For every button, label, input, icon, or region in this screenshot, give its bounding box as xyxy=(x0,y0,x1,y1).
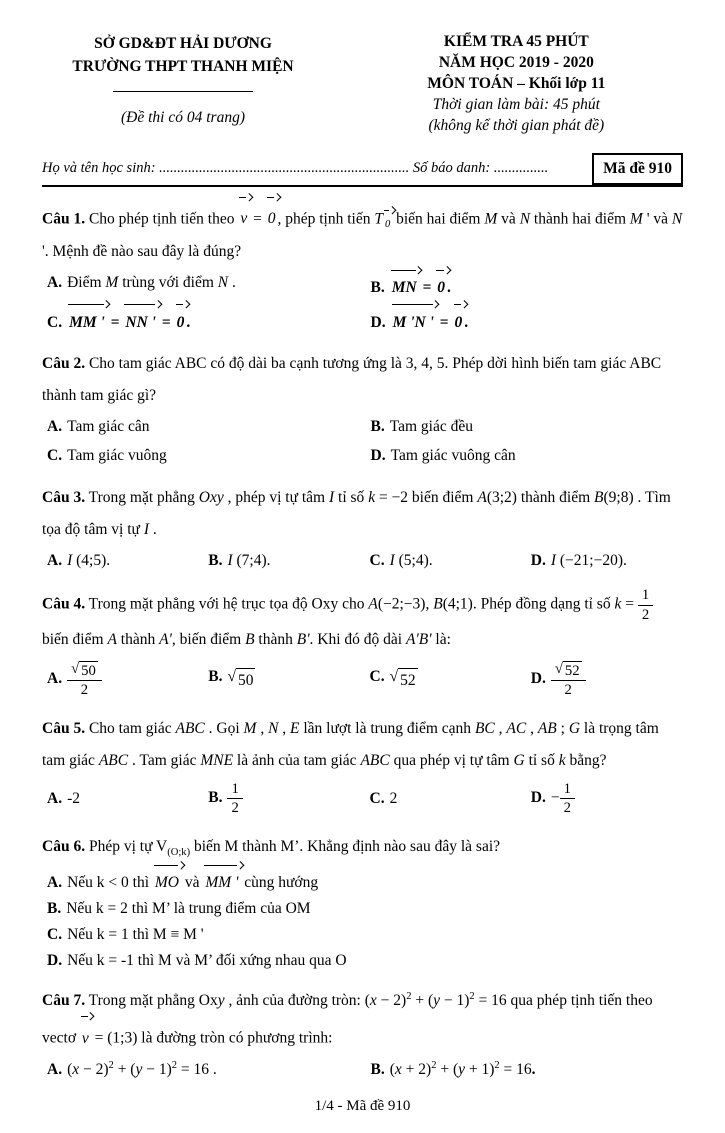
option-letter: B. xyxy=(370,418,385,436)
question-1 xyxy=(42,198,683,338)
duration-subnote: (không kể thời gian phát đề) xyxy=(428,116,605,134)
option-A xyxy=(42,1055,360,1084)
option-B xyxy=(366,269,684,303)
question-label: Câu 6. xyxy=(42,838,86,856)
question-2 xyxy=(42,348,683,471)
option-text: − $\frac{1}{2}$ xyxy=(551,789,575,806)
option-C xyxy=(365,546,522,575)
option-A xyxy=(42,546,199,575)
exam-code-badge: Mã đề 910 xyxy=(592,153,683,185)
option-C xyxy=(365,784,522,813)
option-letter: B. xyxy=(208,551,223,569)
option-D xyxy=(526,777,683,820)
option-letter: D. xyxy=(530,669,546,687)
page-footer: 1/4 - Mã đề 910 xyxy=(314,1098,411,1115)
exam-title: KIỂM TRA 45 PHÚT xyxy=(443,33,589,50)
student-info-row xyxy=(42,153,683,187)
question-text: Câu 7. Trong mặt phẳng Oxy , ảnh của đường tròn: $(x - 2)^2 + (y - 1)^2 = 16$ qua phép tịnh tiến theo vectơ v = (1;3) là đường tròn có phương trình: xyxy=(42,985,683,1054)
option-text: Tam giác cân xyxy=(67,418,150,436)
question-label: Câu 1. xyxy=(42,210,86,228)
option-C xyxy=(365,663,522,696)
option-text: Tam giác đều xyxy=(389,418,473,436)
option-text: √ 50 xyxy=(227,668,255,685)
option-letter: B. xyxy=(370,1060,385,1078)
question-options xyxy=(42,865,683,974)
student-name-line: Họ và tên học sinh: ..................................................................... Số báo danh: ............... xyxy=(42,159,549,176)
option-D xyxy=(366,442,684,471)
option-B xyxy=(203,546,360,575)
question-6 xyxy=(42,831,683,974)
option-text: I (5;4). xyxy=(389,551,433,569)
option-letter: C. xyxy=(369,789,385,807)
option-A xyxy=(42,413,360,442)
option-text: Tam giác vuông cân xyxy=(390,447,516,465)
option-C xyxy=(42,922,683,948)
option-text: -2 xyxy=(67,789,80,807)
duration-note: Thời gian làm bài: 45 phút xyxy=(432,95,600,113)
question-label: Câu 5. xyxy=(42,719,86,737)
question-7 xyxy=(42,985,683,1084)
question-5 xyxy=(42,713,683,820)
option-letter: C. xyxy=(47,926,63,944)
question-options xyxy=(42,413,683,471)
option-D xyxy=(526,657,683,702)
option-text: I (7;4). xyxy=(227,551,271,569)
option-text: √ 52 xyxy=(390,668,418,685)
question-text: Câu 2. Cho tam giác ABC có độ dài ba cạnh tương ứng là 3, 4, 5. Phép dời hình biến tam giác ABC thành tam giác gì? xyxy=(42,355,662,405)
question-text: Câu 1. Cho phép tịnh tiến theo v = 0 , phép tịnh tiến T $_0$ biến hai điểm M và N thành hai điểm M ' và N '. Mệnh đề nào sau đây là đúng? xyxy=(42,198,683,268)
option-text: Điểm M trùng với điểm N . xyxy=(67,274,236,291)
option-letter: D. xyxy=(530,789,546,807)
option-text: MM ' = NN ' = 0 . xyxy=(67,314,190,331)
option-B xyxy=(366,1055,684,1084)
header-divider-line xyxy=(113,91,253,92)
option-text: √ $\frac{52}{2}$ xyxy=(551,670,586,687)
option-text: $(x + 2)^2 + (y + 1)^2 = 16$. xyxy=(389,1059,536,1078)
option-text: Nếu k < 0 thì MO và MM ' cùng hướng xyxy=(67,874,318,891)
question-text: Câu 3. Trong mặt phẳng Oxy , phép vị tự tâm I tỉ số k = −2 biến điểm A(3;2) thành điểm B(9;8) . Tìm tọa độ tâm vị tự I . xyxy=(42,488,671,538)
question-label: Câu 7. xyxy=(42,992,86,1010)
questions xyxy=(42,187,683,1085)
option-A xyxy=(42,657,199,702)
option-text: Nếu k = 2 thì M’ là trung điểm của OM xyxy=(66,900,311,918)
question-label: Câu 3. xyxy=(42,488,86,506)
option-letter: B. xyxy=(208,668,223,686)
question-3 xyxy=(42,482,683,576)
question-4 xyxy=(42,586,683,701)
option-letter: B. xyxy=(208,789,223,807)
option-text: 2 xyxy=(389,789,398,807)
school-year: NĂM HỌC 2019 - 2020 xyxy=(438,53,594,71)
option-A xyxy=(42,784,199,813)
option-text: √ $\frac{50}{2}$ xyxy=(67,670,102,687)
option-letter: A. xyxy=(47,874,63,892)
option-C xyxy=(42,303,360,337)
question-text: Câu 4. Trong mặt phẳng với hệ trục tọa độ Oxy cho A(−2;−3), B(4;1). Phép đồng dạng tỉ số k = $\frac{1}{2}$ biến điểm A thành A', biến điểm B thành B'. Khi đó độ dài A'B' là: xyxy=(42,586,683,656)
option-letter: D. xyxy=(370,313,386,331)
question-label: Câu 2. xyxy=(42,355,86,373)
header-left xyxy=(42,32,324,129)
option-text: Nếu k = 1 thì M ≡ M ' xyxy=(67,926,204,944)
option-letter: A. xyxy=(47,418,63,436)
option-letter: C. xyxy=(47,313,63,331)
option-letter: D. xyxy=(370,447,386,465)
option-text: Tam giác vuông xyxy=(67,447,167,465)
option-text: MN = 0 . xyxy=(390,279,451,296)
question-options xyxy=(42,546,683,575)
option-text: I (4;5). xyxy=(67,551,111,569)
option-text: Nếu k = -1 thì M và M’ đối xứng nhau qua O xyxy=(67,952,347,970)
department-name: SỞ GD&ĐT HẢI DƯƠNG xyxy=(94,35,272,52)
option-letter: A. xyxy=(47,789,63,807)
option-A xyxy=(42,865,683,896)
option-letter: B. xyxy=(47,900,62,918)
option-letter: C. xyxy=(369,551,385,569)
question-options xyxy=(42,777,683,820)
option-letter: D. xyxy=(530,551,546,569)
exam-header xyxy=(42,32,683,137)
option-text: I (−21;−20). xyxy=(550,551,627,569)
question-text: Câu 6. Phép vị tự $V_{(O;k)}$ biến M thành M’. Khẳng định nào sau đây là sai? xyxy=(42,838,501,859)
option-B xyxy=(203,777,360,820)
option-text: M 'N ' = 0 . xyxy=(391,314,469,331)
question-text: Câu 5. Cho tam giác ABC . Gọi M , N , E lần lượt là trung điểm cạnh BC , AC , AB ; G là trọng tâm tam giác ABC . Tam giác MNE là ảnh của tam giác ABC qua phép vị tự tâm G tỉ số k bằng? xyxy=(42,719,659,769)
option-text: $(x - 2)^2 + (y - 1)^2 = 16$ . xyxy=(67,1059,217,1078)
option-text: $\frac{1}{2}$ xyxy=(227,789,242,806)
header-right xyxy=(350,32,683,137)
option-letter: C. xyxy=(369,668,385,686)
question-options xyxy=(42,657,683,702)
question-options xyxy=(42,1055,683,1084)
option-letter: A. xyxy=(47,274,63,291)
option-B xyxy=(203,663,360,696)
subject-grade: MÔN TOÁN – Khối lớp 11 xyxy=(427,74,606,92)
question-options xyxy=(42,269,683,338)
option-letter: A. xyxy=(47,551,63,569)
option-D xyxy=(526,546,683,575)
option-letter: A. xyxy=(47,1060,63,1078)
option-letter: A. xyxy=(47,669,63,687)
option-letter: C. xyxy=(47,447,63,465)
school-name: TRƯỜNG THPT THANH MIỆN xyxy=(72,58,294,76)
option-B xyxy=(366,413,684,442)
option-D xyxy=(42,948,683,974)
option-B xyxy=(42,896,683,922)
page-count-note: (Đề thi có 04 trang) xyxy=(121,108,245,126)
option-A xyxy=(42,269,360,303)
option-letter: D. xyxy=(47,952,63,970)
option-C xyxy=(42,442,360,471)
option-D xyxy=(366,303,684,337)
option-letter: B. xyxy=(370,279,385,297)
question-label: Câu 4. xyxy=(42,595,86,613)
